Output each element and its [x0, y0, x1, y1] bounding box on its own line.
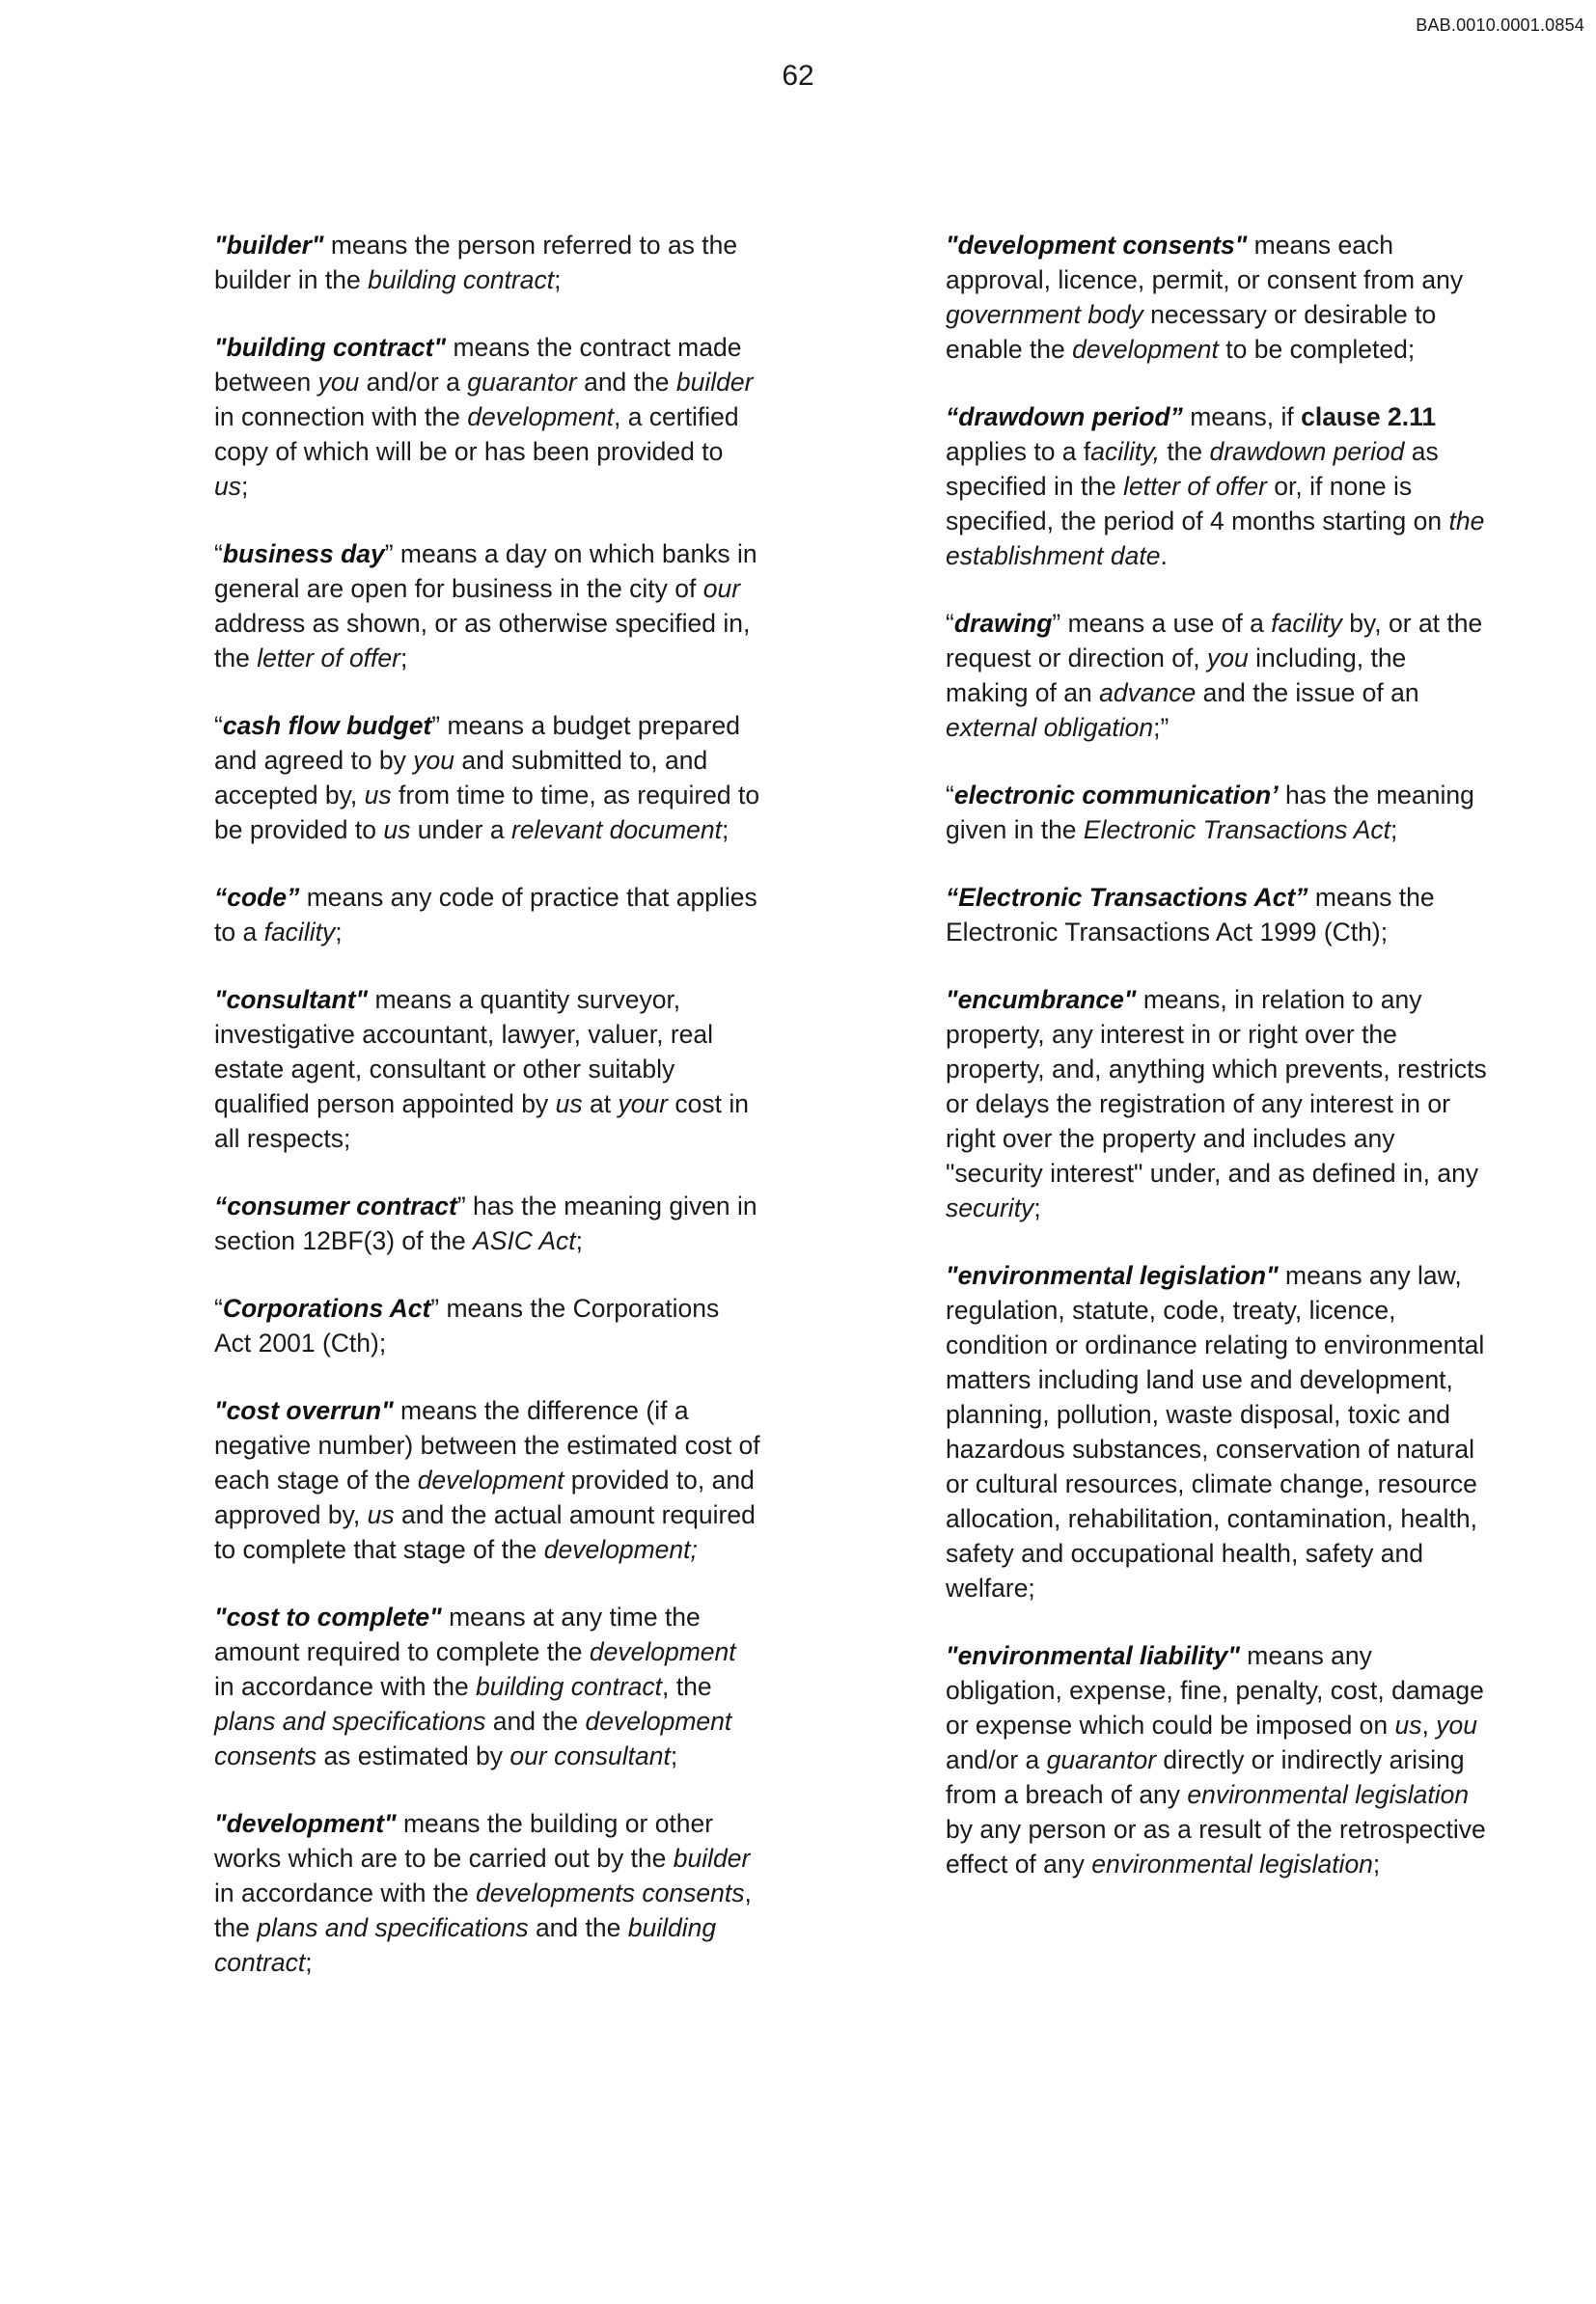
definition-text: facility	[1271, 609, 1342, 638]
defined-term: "environmental liability"	[946, 1641, 1240, 1670]
definition-text: building contract	[476, 1672, 663, 1701]
definition-text: our	[702, 574, 741, 603]
definition-text: ;	[1033, 1193, 1041, 1222]
defined-term: business day	[222, 539, 385, 568]
definition-text: us	[214, 472, 241, 501]
document-reference: BAB.0010.0001.0854	[1416, 15, 1584, 35]
definition-paragraph	[946, 1638, 1496, 1881]
definition-text: means, if	[1182, 402, 1302, 431]
definition-paragraph	[946, 399, 1496, 573]
defined-term: “Electronic Transactions Act”	[946, 883, 1308, 912]
definition-text: as specified in the	[946, 437, 1446, 501]
definition-text: provided to, and approved by,	[214, 1466, 762, 1529]
definition-text: under a	[410, 815, 511, 844]
definition-text: in accordance with the	[214, 1637, 744, 1701]
definition-paragraph	[214, 330, 760, 504]
definition-text: means at any time the amount required to complete the	[214, 1603, 708, 1666]
definition-text: “	[214, 539, 223, 568]
definition-paragraph	[214, 1189, 765, 1258]
definition-text: you	[317, 368, 360, 397]
definition-text: and the issue of an	[1196, 678, 1426, 707]
definition-text: including, the making of an	[946, 644, 1414, 707]
definition-text: government body	[946, 300, 1143, 329]
definition-text: means the person referred to as the builder in the	[214, 231, 745, 294]
definition-text: advance	[1099, 678, 1197, 707]
definition-text: our consultant	[509, 1742, 671, 1770]
definition-text: ;”	[1153, 713, 1169, 742]
definition-paragraph	[214, 1393, 768, 1567]
definition-text: by, or at the request or direction of,	[946, 609, 1490, 672]
definition-text: environmental legislation	[1091, 1850, 1373, 1879]
definition-text: external obligation	[946, 713, 1154, 742]
definition-text: , the	[662, 1672, 719, 1701]
definition-text: environmental legislation	[1187, 1780, 1470, 1809]
definition-text: ;	[670, 1742, 678, 1770]
definition-text: acility,	[1090, 437, 1160, 466]
definition-text: clause 2.11	[1301, 402, 1437, 431]
definition-text: means any obligation, expense, fine, penalty, cost, damage or expense which could be imposed on	[946, 1641, 1492, 1740]
definition-text: ” means the Corporations Act 2001 (Cth);	[214, 1294, 726, 1358]
definition-text: ;	[1372, 1850, 1381, 1879]
definition-paragraph	[946, 778, 1496, 847]
defined-term: "consultant"	[214, 985, 369, 1014]
definition-text: as estimated by	[316, 1742, 510, 1770]
definition-text: “	[214, 711, 223, 740]
definition-paragraph	[946, 982, 1496, 1225]
definition-text: means any code of practice that applies to a	[214, 883, 765, 946]
defined-term: "cost to complete"	[214, 1603, 442, 1632]
definition-text: development	[1072, 335, 1219, 364]
definition-text: us	[383, 815, 411, 844]
definition-text: you	[1207, 644, 1249, 672]
definition-text: us	[364, 781, 392, 809]
definition-text: means the difference (if a negative number) between the estimated cost of each stage of the	[214, 1396, 768, 1495]
definition-text: cost in all respects;	[214, 1089, 757, 1153]
definition-text: builder	[673, 1844, 751, 1873]
definition-text: ;	[1390, 815, 1398, 844]
definition-text: building contract	[368, 265, 555, 294]
definition-text: ” has the meaning given in section 12BF(3) of the	[214, 1192, 765, 1255]
definition-text: ” means a use of a	[1052, 609, 1272, 638]
definition-text: us	[367, 1500, 395, 1529]
definition-paragraph	[214, 982, 760, 1156]
definition-text: and the	[576, 368, 676, 397]
definition-text: us	[1394, 1711, 1422, 1740]
definition-text: by any person or as a result of the retrospective effect of any	[946, 1780, 1494, 1879]
defined-term: "cost overrun"	[214, 1396, 394, 1425]
definition-text: security	[946, 1193, 1034, 1222]
definition-paragraph	[946, 880, 1496, 949]
definition-text: ;	[305, 1948, 313, 1977]
definition-paragraph	[214, 880, 765, 949]
definition-text: ;	[575, 1226, 583, 1255]
definition-text: development	[467, 402, 614, 431]
definition-text: or, if none is specified, the period of 4 months starting on	[946, 472, 1449, 535]
definition-text: you	[1436, 1711, 1477, 1740]
page-number: 62	[782, 60, 814, 92]
definition-text: ;	[554, 265, 562, 294]
definition-text: the	[1159, 437, 1210, 466]
definition-text: development	[589, 1637, 736, 1666]
definition-text: you	[413, 746, 455, 775]
definition-text: ,	[1421, 1711, 1437, 1740]
definition-text: means the Electronic Transactions Act 1999 (Cth);	[946, 883, 1443, 946]
definition-text: ;	[399, 644, 408, 672]
definition-text: means the contract made between	[214, 333, 749, 397]
definition-text: , the	[214, 1879, 759, 1942]
definition-paragraph	[946, 1258, 1496, 1605]
defined-term: "development"	[214, 1809, 397, 1838]
definition-text: to be completed;	[1218, 335, 1416, 364]
definition-text: plans and specifications	[214, 1707, 486, 1736]
definition-text: plans and specifications	[257, 1913, 529, 1942]
definition-text: “	[946, 781, 954, 809]
defined-term: "environmental legislation"	[946, 1261, 1279, 1290]
defined-term: drawing	[953, 609, 1053, 638]
definition-text: the establishment date	[946, 507, 1492, 570]
definition-text: and the	[485, 1707, 586, 1736]
definition-text: “	[214, 1294, 223, 1323]
definition-text: in connection with the	[214, 368, 760, 431]
definition-paragraph	[214, 1291, 760, 1360]
definition-text: development;	[543, 1535, 698, 1564]
definition-text: necessary or desirable to enable the	[946, 300, 1444, 364]
definition-text: development consents	[214, 1707, 739, 1770]
definition-text: drawdown period	[1209, 437, 1405, 466]
definition-text: means a quantity surveyor, investigative accountant, lawyer, valuer, real estate agent, consultant or other suitably qualified person appointed by	[214, 985, 721, 1118]
definition-text: .	[1160, 541, 1168, 570]
definition-text: and/or a	[359, 368, 468, 397]
definition-text: ;	[721, 815, 729, 844]
definition-text: “	[946, 609, 954, 638]
definition-text: in accordance with the	[214, 1844, 757, 1907]
definition-text: guarantor	[1046, 1745, 1157, 1774]
definition-text: facility	[263, 918, 336, 946]
definition-text: and/or a	[946, 1711, 1485, 1774]
definition-text: address as shown, or as otherwise specified in, the	[214, 574, 757, 672]
definition-text: ASIC Act	[473, 1226, 576, 1255]
definition-text: and submitted to, and accepted by,	[214, 746, 715, 809]
defined-term: electronic communication’	[953, 781, 1279, 809]
definition-paragraph	[214, 1806, 760, 1980]
definition-text: ;	[241, 472, 249, 501]
definition-text: applies to a f	[946, 402, 1444, 466]
defined-term: "building contract"	[214, 333, 447, 362]
definition-text: means any law, regulation, statute, code, treaty, licence, condition or ordinance relating to environmental matters including land use and development, planning, pollution, waste disposal, toxic and hazardous substances, conservation of natural or cultural resources, climate change, resource allocation, rehabilitation, contamination, health, safety and occupational health, safety and welfare;	[946, 1261, 1492, 1603]
definition-paragraph	[946, 606, 1496, 745]
definition-text: means the building or other works which are to be carried out by the	[214, 1809, 721, 1873]
definition-text: , a certified copy of which will be or has been provided to	[214, 402, 746, 466]
definition-text: letter of offer	[1123, 472, 1267, 501]
definition-paragraph	[214, 228, 760, 297]
definition-text: building contract	[214, 1913, 724, 1977]
definition-text: letter of offer	[257, 644, 400, 672]
definition-text: has the meaning given in the	[946, 781, 1482, 844]
definition-text: us	[555, 1089, 583, 1118]
defined-term: Corporations Act	[222, 1294, 431, 1323]
defined-term: "encumbrance"	[946, 985, 1137, 1014]
right-column	[946, 228, 1496, 1914]
defined-term: “drawdown period”	[946, 402, 1183, 431]
definition-text: ;	[335, 918, 343, 946]
left-column	[214, 228, 768, 2013]
defined-term: “code”	[214, 883, 300, 912]
definition-text: builder	[675, 368, 754, 397]
defined-term: "development consents"	[946, 231, 1248, 260]
defined-term: “consumer contract	[214, 1192, 457, 1221]
definition-paragraph	[214, 1600, 760, 1773]
definition-text: Electronic Transactions Act	[1083, 815, 1391, 844]
definition-text: and the	[528, 1913, 628, 1942]
defined-term: cash flow budget	[222, 711, 432, 740]
defined-term: "builder"	[214, 231, 324, 260]
definition-text: and the actual amount required to complete that stage of the	[214, 1500, 763, 1564]
definition-text: relevant document	[510, 815, 722, 844]
definition-text: ” means a budget prepared and agreed to by	[214, 711, 748, 775]
definition-text: ” means a day on which banks in general are open for business in the city of	[214, 539, 765, 603]
definition-text: means each approval, licence, permit, or consent from any	[946, 231, 1471, 294]
definition-text: your	[618, 1089, 668, 1118]
definition-text: from time to time, as required to be provided to	[214, 781, 767, 844]
definition-text: means, in relation to any property, any interest in or right over the property, and, anything which prevents, restricts or delays the registration of any interest in or right over the property and includes any "security interest" under, and as defined in, any	[946, 985, 1495, 1188]
definition-text: developments consents	[476, 1879, 745, 1907]
definition-text: directly or indirectly arising from a breach of any	[946, 1745, 1472, 1809]
definition-paragraph	[946, 228, 1496, 367]
definition-paragraph	[214, 708, 767, 847]
definition-text: guarantor	[467, 368, 577, 397]
definition-text: at	[582, 1089, 619, 1118]
definition-paragraph	[214, 536, 765, 675]
definition-text: development	[417, 1466, 564, 1495]
